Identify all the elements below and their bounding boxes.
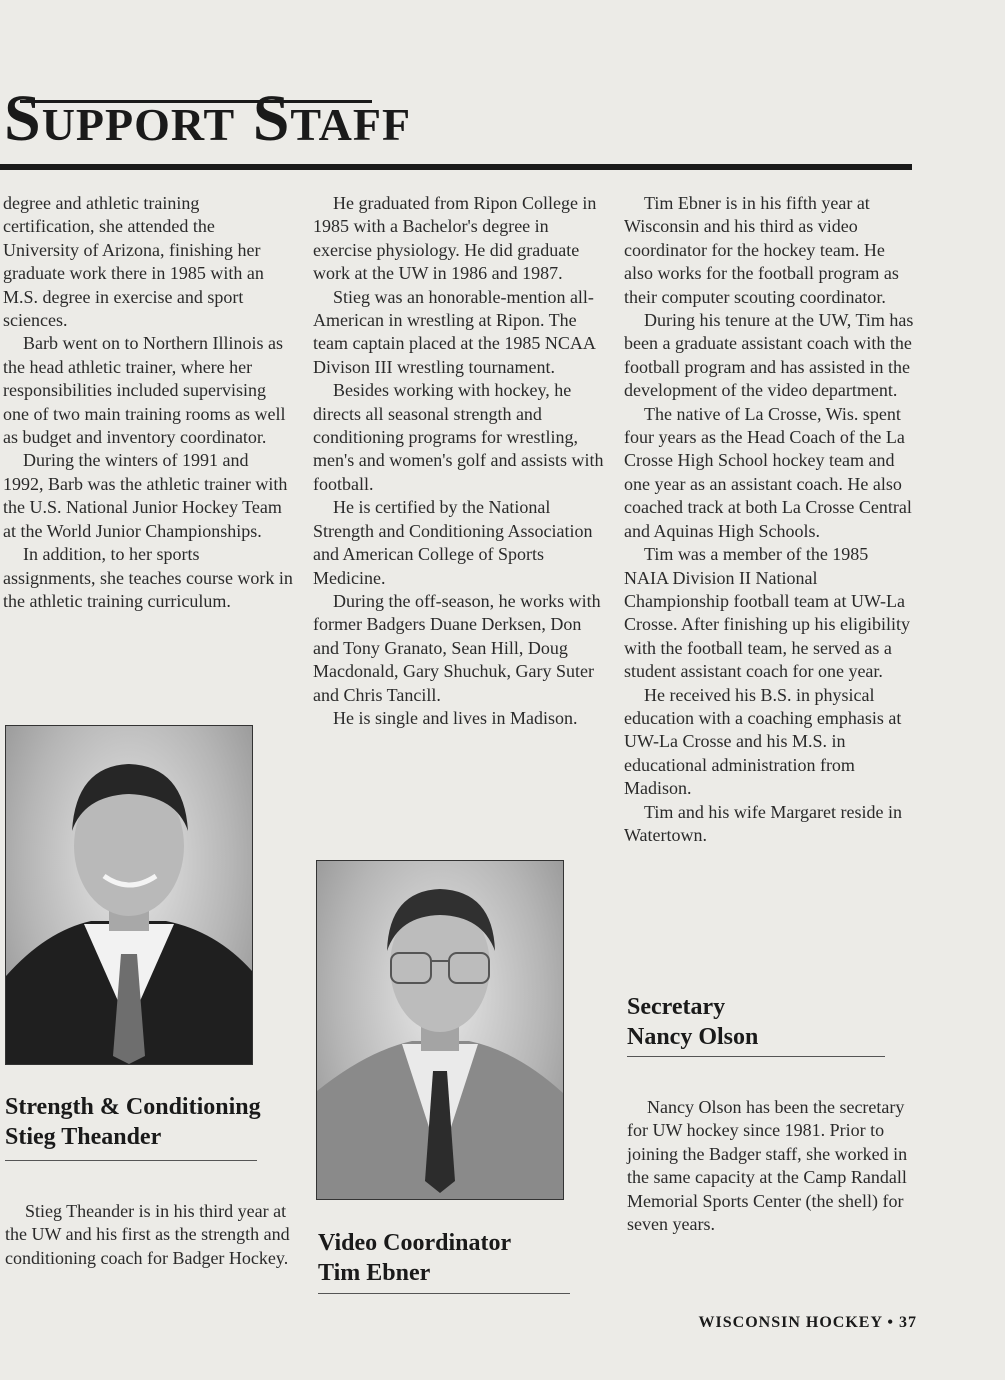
- col2-paragraph: He graduated from Ripon College in 1985 with a Bachelor's degree in exercise physiology. He did graduate work at the UW in 1986 and 1987.: [313, 193, 597, 284]
- stieg-theander-heading: [5, 1092, 261, 1152]
- col2-paragraph: He is certified by the National Strength and Conditioning Association and American College of Sports Medicine.: [313, 497, 593, 588]
- tim-heading-rule: [318, 1293, 570, 1294]
- nancy-olson-heading: [627, 992, 758, 1052]
- page-footer: WISCONSIN HOCKEY • 37: [698, 1314, 917, 1331]
- nancy-intro: Nancy Olson has been the secretary for UW hockey since 1981. Prior to joining the Badger staff, she worked in the same capacity at the Camp Randall Memorial Sports Center (the shell) for seven years.: [627, 1097, 908, 1235]
- stieg-intro-block: [5, 1200, 295, 1270]
- col3-paragraph: He received his B.S. in physical education with a coaching emphasis at UW-La Crosse and his M.S. in educational administration from Madison.: [624, 684, 902, 799]
- stieg-heading-rule: [5, 1160, 257, 1161]
- page-title: Support Staff: [4, 82, 412, 155]
- col2-paragraph: During the off-season, he works with former Badgers Duane Derksen, Don and Tony Granato, Sean Hill, Doug Macdonald, Gary Shuchuk, Gary Suter and Chris Tancill.: [313, 590, 601, 705]
- nancy-heading-rule: [627, 1056, 885, 1057]
- col3-paragraph: Tim was a member of the 1985 NAIA Division II National Championship football team at UW-La Crosse. After finishing up his eligibility with the football team, he served as a student assistant coach for one year.: [624, 544, 910, 682]
- col2-paragraph: Besides working with hockey, he directs all seasonal strength and conditioning programs for wrestling, men's and women's golf and assists with football.: [313, 380, 604, 494]
- col2-paragraph: Stieg was an honorable-mention all-American in wrestling at Ripon. The team captain placed at the 1985 NCAA Divison III wrestling tournament.: [313, 286, 595, 377]
- col1-paragraph: In addition, to her sports assignments, she teaches course work in the athletic training curriculum.: [3, 544, 293, 611]
- stieg-name: Stieg Theander: [5, 1124, 162, 1150]
- tim-ebner-photo: [316, 860, 564, 1200]
- col3-paragraph: During his tenure at the UW, Tim has been a graduate assistant coach with the football program and has assisted in the development of the video department.: [624, 310, 914, 401]
- column-2: [313, 192, 605, 730]
- title-rule: [0, 164, 912, 170]
- col1-paragraph: Barb went on to Northern Illinois as the head athletic trainer, where her responsibilities included supervising one of two main training rooms as well as budget and inventory coordinator.: [3, 333, 286, 448]
- nancy-role: Secretary: [627, 994, 726, 1020]
- col3-paragraph: Tim Ebner is in his fifth year at Wisconsin and his third as video coordinator for the hockey team. He also works for the football program as their computer scouting coordinator.: [624, 193, 899, 307]
- nancy-intro-block: [627, 1096, 917, 1236]
- tim-name: Tim Ebner: [318, 1260, 431, 1286]
- column-1: [3, 192, 293, 613]
- stieg-theander-photo: [5, 725, 253, 1065]
- col2-paragraph: He is single and lives in Madison.: [333, 707, 578, 728]
- stieg-intro: Stieg Theander is in his third year at the UW and his first as the strength and conditioning coach for Badger Hockey.: [5, 1201, 290, 1268]
- stieg-role: Strength & Conditioning: [5, 1094, 261, 1120]
- column-3: [624, 192, 916, 847]
- tim-ebner-heading: [318, 1228, 511, 1288]
- col1-paragraph: During the winters of 1991 and 1992, Barb was the athletic trainer with the U.S. National Junior Hockey Team at the World Junior Championships.: [3, 450, 288, 541]
- tim-role: Video Coordinator: [318, 1230, 512, 1256]
- col1-paragraph: degree and athletic training certification, she attended the University of Arizona, finishing her graduate work there in 1985 with an M.S. degree in exercise and sport sciences.: [3, 193, 264, 331]
- nancy-name: Nancy Olson: [627, 1024, 759, 1050]
- col3-paragraph: Tim and his wife Margaret reside in Watertown.: [624, 801, 902, 845]
- col3-paragraph: The native of La Crosse, Wis. spent four years as the Head Coach of the La Crosse High School hockey team and one year as an assistant coach. He also coached track at both La Crosse Central and Aquinas High Schools.: [624, 403, 912, 541]
